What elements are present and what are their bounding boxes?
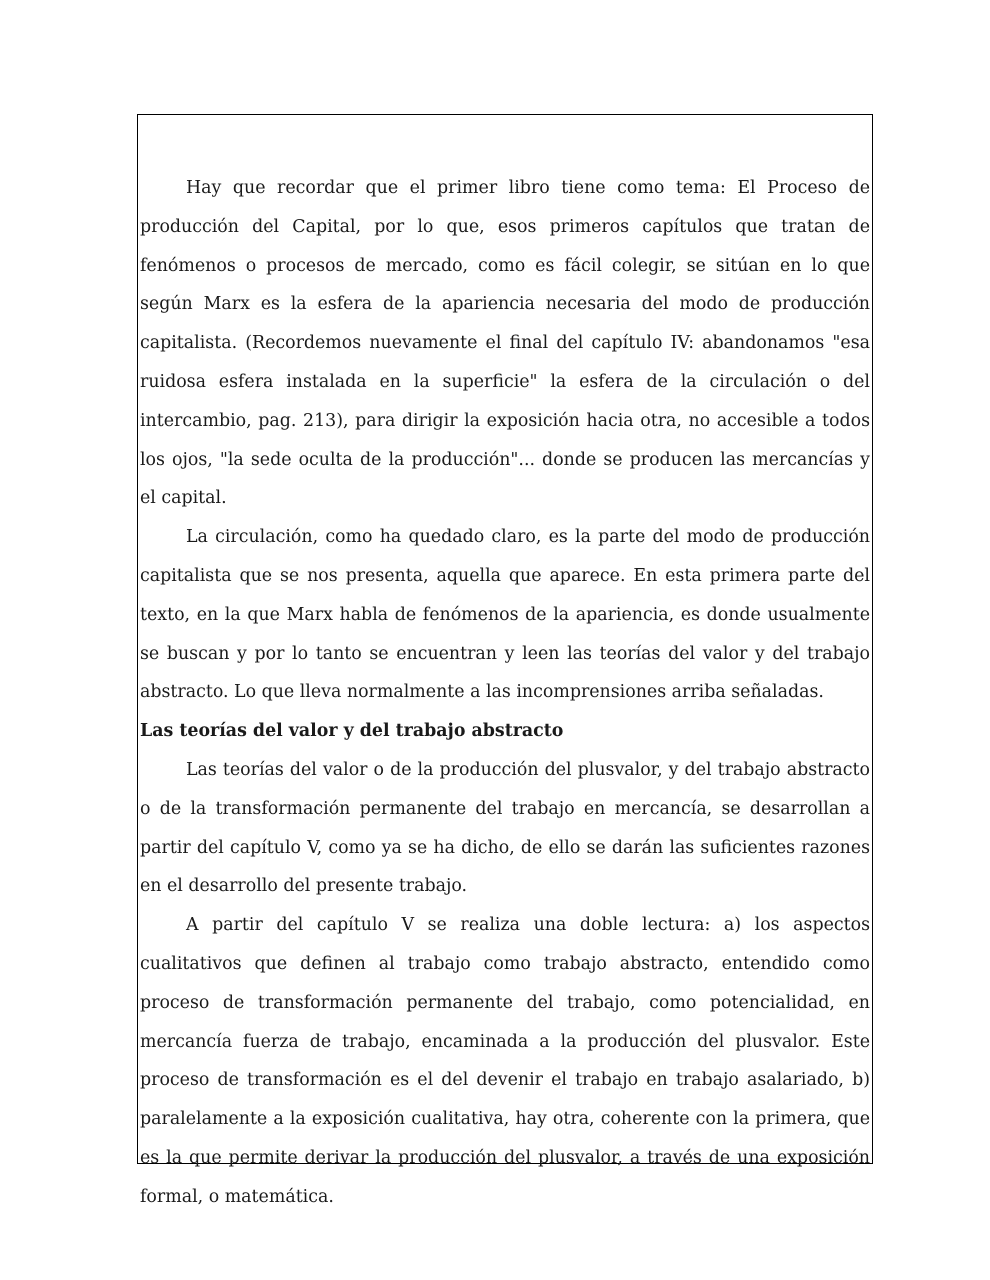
paragraph-2: La circulación, como ha quedado claro, es la parte del modo de producción capitalista que se nos presenta, aquella que aparece. En esta primera parte del texto, en la que Marx habla de fenómenos de la apariencia, es donde usualmente se buscan y por lo tanto se encuentran y leen las teorías del valor y del trabajo abstracto. Lo que lleva normalmente a las incomprensiones arriba señaladas. xyxy=(140,527,870,703)
paragraph-3: Las teorías del valor o de la producción del plusvalor, y del trabajo abstracto o de la transformación permanente del trabajo en mercancía, se desarrollan a partir del capítulo V, como ya se ha dicho, de ello se darán las suficientes razones en el desarrollo del presente trabajo. xyxy=(140,759,870,897)
document-body xyxy=(140,169,870,1217)
paragraph-4: A partir del capítulo V se realiza una doble lectura: a) los aspectos cualitativos que definen al trabajo como trabajo abstracto, entendido como proceso de transformación permanente del trabajo, como potencialidad, en mercancía fuerza de trabajo, encaminada a la producción del plusvalor. Este proceso de transformación es el del devenir el trabajo en trabajo asalariado, b) paralelamente a la exposición cualitativa, hay otra, coherente con la primera, que es la que permite derivar la producción del plusvalor, a través de una exposición formal, o matemática. xyxy=(140,915,870,1207)
section-heading: Las teorías del valor y del trabajo abstracto xyxy=(140,721,564,742)
paragraph-1: Hay que recordar que el primer libro tiene como tema: El Proceso de producción del Capital, por lo que, esos primeros capítulos que tratan de fenómenos o procesos de mercado, como es fácil colegir, se sitúan en lo que según Marx es la esfera de la apariencia necesaria del modo de producción capitalista. (Recordemos nuevamente el final del capítulo IV: abandonamos "esa ruidosa esfera instalada en la superficie" la esfera de la circulación o del intercambio, pag. 213), para dirigir la exposición hacia otra, no accesible a todos los ojos, "la sede oculta de la producción"... donde se producen las mercancías y el capital. xyxy=(140,178,870,509)
page-frame xyxy=(137,114,873,1207)
